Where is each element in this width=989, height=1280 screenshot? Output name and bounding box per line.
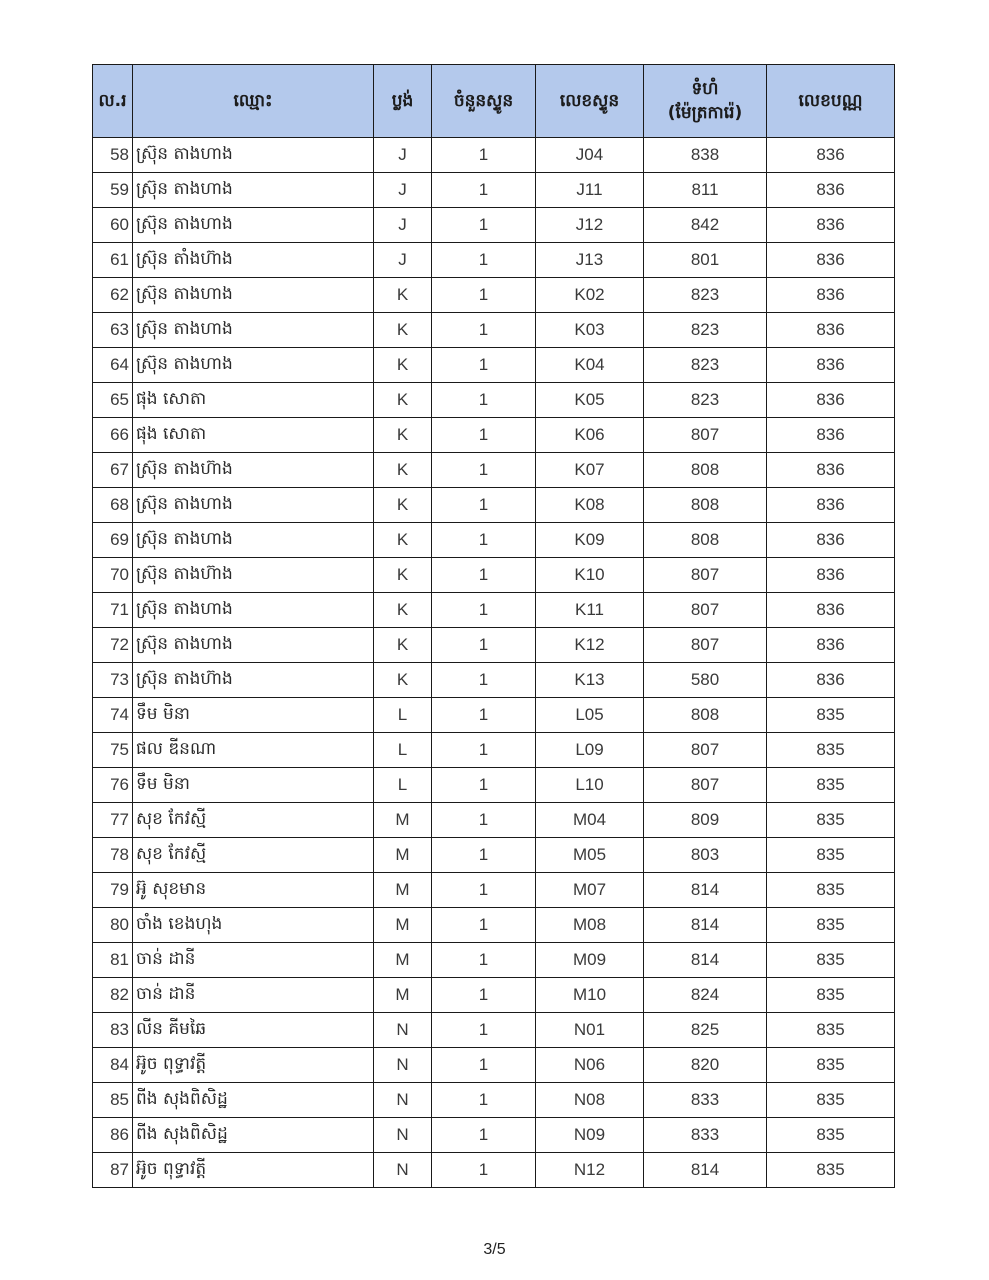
plot-count: 1 — [432, 838, 536, 873]
table-row — [93, 698, 895, 733]
header-certificate-number: លេខបណ្ណ — [767, 65, 895, 138]
table-row — [93, 243, 895, 278]
certificate-number: 836 — [767, 278, 895, 313]
block-letter: K — [374, 313, 432, 348]
block-letter: K — [374, 383, 432, 418]
table-header — [93, 65, 895, 138]
row-number: 76 — [93, 768, 133, 803]
plot-count: 1 — [432, 383, 536, 418]
plot-size: 823 — [644, 383, 767, 418]
row-number: 65 — [93, 383, 133, 418]
table-row — [93, 138, 895, 173]
owner-name: សុខ កែវស្មី — [133, 803, 374, 838]
plot-number: K05 — [536, 383, 644, 418]
owner-name: លីន គីមឆៃ — [133, 1013, 374, 1048]
block-letter: N — [374, 1083, 432, 1118]
block-letter: N — [374, 1048, 432, 1083]
table-row — [93, 628, 895, 663]
row-number: 85 — [93, 1083, 133, 1118]
plot-count: 1 — [432, 698, 536, 733]
plot-size: 838 — [644, 138, 767, 173]
block-letter: M — [374, 908, 432, 943]
plot-number: K13 — [536, 663, 644, 698]
plot-count: 1 — [432, 1083, 536, 1118]
table-row — [93, 1153, 895, 1188]
header-row — [93, 65, 895, 138]
plot-number: M07 — [536, 873, 644, 908]
certificate-number: 836 — [767, 453, 895, 488]
header-size — [644, 65, 767, 138]
table-row — [93, 418, 895, 453]
plot-size: 842 — [644, 208, 767, 243]
block-letter: M — [374, 803, 432, 838]
plot-count: 1 — [432, 908, 536, 943]
plot-size: 807 — [644, 768, 767, 803]
block-letter: M — [374, 978, 432, 1013]
plot-size: 580 — [644, 663, 767, 698]
plot-count: 1 — [432, 1048, 536, 1083]
table-body — [93, 138, 895, 1188]
certificate-number: 836 — [767, 208, 895, 243]
row-number: 67 — [93, 453, 133, 488]
block-letter: M — [374, 873, 432, 908]
table-row — [93, 733, 895, 768]
owner-name: ស្រ៊ុន តាងហាង — [133, 138, 374, 173]
header-no: ល.រ — [93, 65, 133, 138]
row-number: 84 — [93, 1048, 133, 1083]
row-number: 63 — [93, 313, 133, 348]
table-row — [93, 523, 895, 558]
certificate-number: 836 — [767, 173, 895, 208]
block-letter: M — [374, 943, 432, 978]
owner-name: ស្រ៊ុន តាងហាង — [133, 593, 374, 628]
plot-count: 1 — [432, 1153, 536, 1188]
plot-size: 809 — [644, 803, 767, 838]
plot-size: 807 — [644, 418, 767, 453]
certificate-number: 836 — [767, 418, 895, 453]
plot-size: 823 — [644, 348, 767, 383]
owner-name: ទឹម មិនា — [133, 698, 374, 733]
plot-number: L10 — [536, 768, 644, 803]
plot-count: 1 — [432, 523, 536, 558]
block-letter: N — [374, 1118, 432, 1153]
table-row — [93, 908, 895, 943]
plot-size: 807 — [644, 593, 767, 628]
plot-number: K12 — [536, 628, 644, 663]
table-row — [93, 663, 895, 698]
owner-name: អ៊ូច ពុទ្ធាវត្តី — [133, 1153, 374, 1188]
certificate-number: 835 — [767, 943, 895, 978]
table-row — [93, 873, 895, 908]
owner-name: ស្រ៊ុន តាងហាង — [133, 523, 374, 558]
owner-name: ស្រ៊ុន តាងហ៊ាង — [133, 453, 374, 488]
row-number: 79 — [93, 873, 133, 908]
plot-count: 1 — [432, 208, 536, 243]
row-number: 87 — [93, 1153, 133, 1188]
block-letter: M — [374, 838, 432, 873]
plot-number: N09 — [536, 1118, 644, 1153]
block-letter: K — [374, 453, 432, 488]
owner-name: ពីង សុងពិសិដ្ឋ — [133, 1118, 374, 1153]
plot-number: M09 — [536, 943, 644, 978]
land-plot-table — [92, 64, 895, 1188]
plot-size: 808 — [644, 488, 767, 523]
block-letter: L — [374, 733, 432, 768]
plot-count: 1 — [432, 558, 536, 593]
certificate-number: 835 — [767, 908, 895, 943]
owner-name: ស្រ៊ុន តាងហាង — [133, 628, 374, 663]
plot-count: 1 — [432, 278, 536, 313]
plot-number: N01 — [536, 1013, 644, 1048]
plot-number: K07 — [536, 453, 644, 488]
plot-number: N08 — [536, 1083, 644, 1118]
block-letter: L — [374, 768, 432, 803]
block-letter: J — [374, 243, 432, 278]
table-row — [93, 558, 895, 593]
certificate-number: 836 — [767, 558, 895, 593]
certificate-number: 835 — [767, 768, 895, 803]
plot-number: M05 — [536, 838, 644, 873]
plot-size: 811 — [644, 173, 767, 208]
table-row — [93, 943, 895, 978]
plot-size: 807 — [644, 733, 767, 768]
row-number: 72 — [93, 628, 133, 663]
row-number: 74 — [93, 698, 133, 733]
row-number: 59 — [93, 173, 133, 208]
plot-size: 814 — [644, 908, 767, 943]
owner-name: ស្រ៊ុន តាងហាង — [133, 348, 374, 383]
owner-name: ស្រ៊ុន តាងហាង — [133, 208, 374, 243]
plot-count: 1 — [432, 663, 536, 698]
plot-count: 1 — [432, 453, 536, 488]
plot-count: 1 — [432, 348, 536, 383]
row-number: 83 — [93, 1013, 133, 1048]
row-number: 81 — [93, 943, 133, 978]
block-letter: J — [374, 208, 432, 243]
plot-count: 1 — [432, 978, 536, 1013]
certificate-number: 835 — [767, 803, 895, 838]
plot-size: 801 — [644, 243, 767, 278]
row-number: 61 — [93, 243, 133, 278]
owner-name: ផុង សោតា — [133, 418, 374, 453]
block-letter: K — [374, 558, 432, 593]
plot-count: 1 — [432, 243, 536, 278]
owner-name: ចាន់ ដានី — [133, 978, 374, 1013]
block-letter: J — [374, 173, 432, 208]
certificate-number: 835 — [767, 1118, 895, 1153]
certificate-number: 836 — [767, 523, 895, 558]
plot-size: 803 — [644, 838, 767, 873]
plot-size: 808 — [644, 698, 767, 733]
plot-number: N06 — [536, 1048, 644, 1083]
plot-number: L05 — [536, 698, 644, 733]
table-row — [93, 488, 895, 523]
plot-count: 1 — [432, 1013, 536, 1048]
owner-name: ទឹម មិនា — [133, 768, 374, 803]
plot-number: K02 — [536, 278, 644, 313]
row-number: 82 — [93, 978, 133, 1013]
block-letter: K — [374, 593, 432, 628]
block-letter: K — [374, 418, 432, 453]
row-number: 73 — [93, 663, 133, 698]
plot-size: 814 — [644, 873, 767, 908]
header-block: ប្លង់ — [374, 65, 432, 138]
row-number: 71 — [93, 593, 133, 628]
plot-count: 1 — [432, 943, 536, 978]
plot-count: 1 — [432, 1118, 536, 1153]
header-size-line1: ទំហំ — [691, 79, 719, 99]
owner-name: ចាន់ ដានី — [133, 943, 374, 978]
block-letter: K — [374, 488, 432, 523]
table-row — [93, 1013, 895, 1048]
plot-number: J12 — [536, 208, 644, 243]
owner-name: អ៊ូ សុខមាន — [133, 873, 374, 908]
plot-size: 833 — [644, 1118, 767, 1153]
plot-number: K09 — [536, 523, 644, 558]
block-letter: N — [374, 1153, 432, 1188]
owner-name: សុខ កែវស្មី — [133, 838, 374, 873]
owner-name: ផល ឌីនណា — [133, 733, 374, 768]
table-row — [93, 1048, 895, 1083]
plot-size: 807 — [644, 628, 767, 663]
owner-name: ស្រ៊ុន តាងហាង — [133, 278, 374, 313]
row-number: 75 — [93, 733, 133, 768]
plot-count: 1 — [432, 733, 536, 768]
block-letter: K — [374, 663, 432, 698]
table-row — [93, 768, 895, 803]
owner-name: ពីង សុងពិសិដ្ឋ — [133, 1083, 374, 1118]
row-number: 66 — [93, 418, 133, 453]
plot-size: 833 — [644, 1083, 767, 1118]
plot-count: 1 — [432, 138, 536, 173]
row-number: 58 — [93, 138, 133, 173]
owner-name: ស្រ៊ុន តាំងហ៊ាង — [133, 243, 374, 278]
row-number: 68 — [93, 488, 133, 523]
table-row — [93, 278, 895, 313]
row-number: 60 — [93, 208, 133, 243]
plot-count: 1 — [432, 488, 536, 523]
plot-number: J04 — [536, 138, 644, 173]
table-row — [93, 1083, 895, 1118]
certificate-number: 836 — [767, 383, 895, 418]
table-row — [93, 838, 895, 873]
row-number: 70 — [93, 558, 133, 593]
plot-number: K06 — [536, 418, 644, 453]
certificate-number: 835 — [767, 1013, 895, 1048]
owner-name: ស្រ៊ុន តាងហ៊ាង — [133, 663, 374, 698]
row-number: 77 — [93, 803, 133, 838]
owner-name: ស្រ៊ុន តាងហ៊ាង — [133, 558, 374, 593]
table-row — [93, 1118, 895, 1153]
header-size-line2: (ម៉ែត្រការ៉េ) — [667, 103, 743, 123]
certificate-number: 835 — [767, 838, 895, 873]
plot-size: 825 — [644, 1013, 767, 1048]
header-name: ឈ្មោះ — [133, 65, 374, 138]
owner-name: ស្រ៊ុន តាងហាង — [133, 313, 374, 348]
table-row — [93, 173, 895, 208]
plot-size: 820 — [644, 1048, 767, 1083]
row-number: 64 — [93, 348, 133, 383]
owner-name: ស្រ៊ុន តាងហាង — [133, 488, 374, 523]
plot-count: 1 — [432, 628, 536, 663]
plot-count: 1 — [432, 593, 536, 628]
row-number: 78 — [93, 838, 133, 873]
certificate-number: 836 — [767, 488, 895, 523]
plot-number: N12 — [536, 1153, 644, 1188]
plot-number: K04 — [536, 348, 644, 383]
plot-count: 1 — [432, 873, 536, 908]
row-number: 62 — [93, 278, 133, 313]
certificate-number: 836 — [767, 313, 895, 348]
owner-name: អ៊ូច ពុទ្ធាវត្តី — [133, 1048, 374, 1083]
certificate-number: 836 — [767, 628, 895, 663]
row-number: 86 — [93, 1118, 133, 1153]
plot-count: 1 — [432, 173, 536, 208]
plot-number: K03 — [536, 313, 644, 348]
plot-count: 1 — [432, 768, 536, 803]
plot-number: J11 — [536, 173, 644, 208]
plot-number: L09 — [536, 733, 644, 768]
plot-size: 814 — [644, 943, 767, 978]
certificate-number: 836 — [767, 663, 895, 698]
plot-number: K10 — [536, 558, 644, 593]
plot-number: J13 — [536, 243, 644, 278]
owner-name: ផុង សោតា — [133, 383, 374, 418]
certificate-number: 836 — [767, 138, 895, 173]
block-letter: N — [374, 1013, 432, 1048]
block-letter: K — [374, 348, 432, 383]
table-row — [93, 313, 895, 348]
plot-number: M04 — [536, 803, 644, 838]
block-letter: J — [374, 138, 432, 173]
header-plot-number: លេខស្ទូន — [536, 65, 644, 138]
certificate-number: 835 — [767, 1048, 895, 1083]
plot-number: M10 — [536, 978, 644, 1013]
table-row — [93, 453, 895, 488]
certificate-number: 836 — [767, 593, 895, 628]
header-count: ចំនួនស្ទូន — [432, 65, 536, 138]
table-row — [93, 208, 895, 243]
plot-size: 807 — [644, 558, 767, 593]
block-letter: L — [374, 698, 432, 733]
certificate-number: 835 — [767, 698, 895, 733]
table-row — [93, 803, 895, 838]
table-row — [93, 593, 895, 628]
plot-number: K11 — [536, 593, 644, 628]
owner-name: ស្រ៊ុន តាងហាង — [133, 173, 374, 208]
plot-size: 808 — [644, 523, 767, 558]
table-row — [93, 978, 895, 1013]
certificate-number: 836 — [767, 348, 895, 383]
certificate-number: 835 — [767, 873, 895, 908]
plot-size: 824 — [644, 978, 767, 1013]
plot-size: 823 — [644, 278, 767, 313]
certificate-number: 835 — [767, 978, 895, 1013]
block-letter: K — [374, 523, 432, 558]
owner-name: ចាំង ខេងហុង — [133, 908, 374, 943]
certificate-number: 835 — [767, 1083, 895, 1118]
page-number: 3/5 — [483, 1241, 506, 1258]
plot-size: 814 — [644, 1153, 767, 1188]
certificate-number: 835 — [767, 1153, 895, 1188]
certificate-number: 836 — [767, 243, 895, 278]
plot-number: M08 — [536, 908, 644, 943]
plot-count: 1 — [432, 418, 536, 453]
plot-size: 823 — [644, 313, 767, 348]
table-row — [93, 383, 895, 418]
plot-number: K08 — [536, 488, 644, 523]
row-number: 69 — [93, 523, 133, 558]
plot-count: 1 — [432, 313, 536, 348]
plot-size: 808 — [644, 453, 767, 488]
table-row — [93, 348, 895, 383]
certificate-number: 835 — [767, 733, 895, 768]
plot-count: 1 — [432, 803, 536, 838]
row-number: 80 — [93, 908, 133, 943]
block-letter: K — [374, 628, 432, 663]
block-letter: K — [374, 278, 432, 313]
